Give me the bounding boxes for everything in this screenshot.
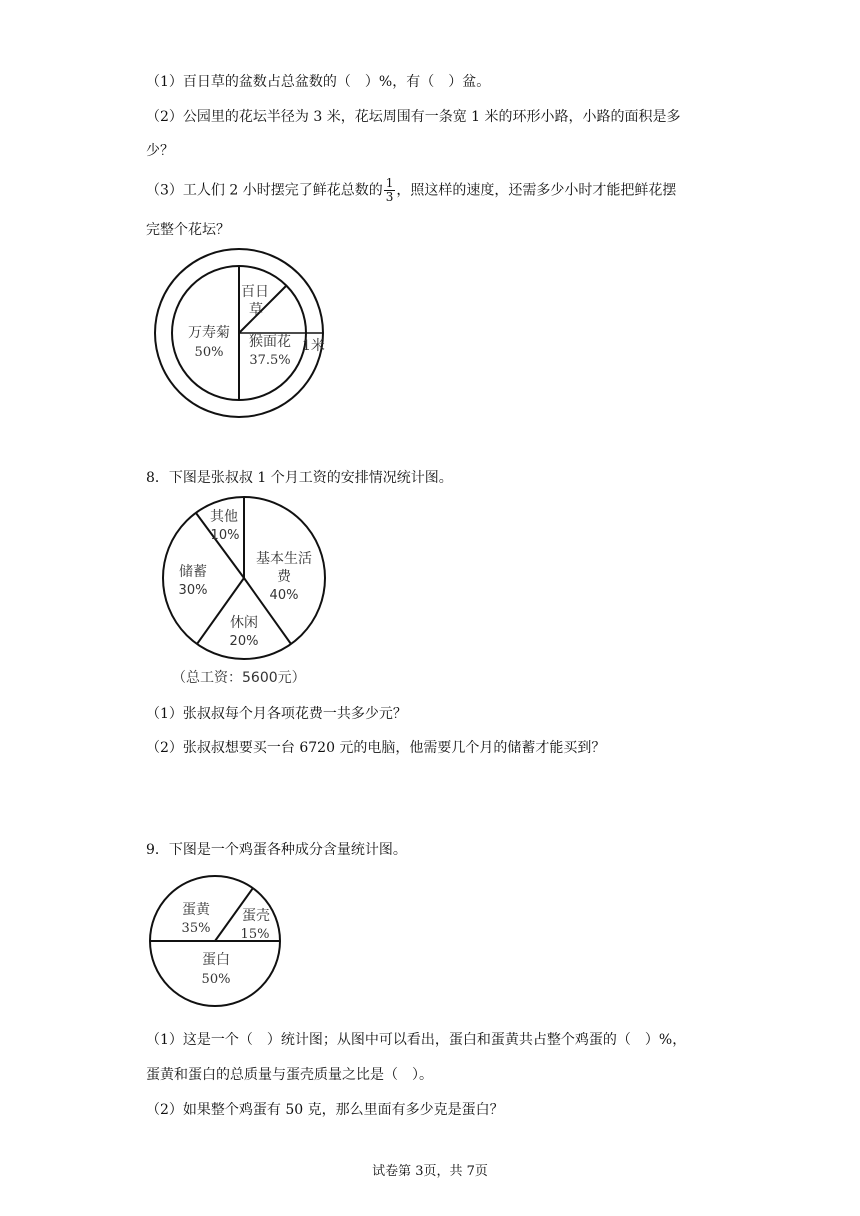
salary-label-other-pct: 10%: [210, 528, 240, 543]
q7-sub3-line2: 完整个花坛？: [146, 222, 230, 238]
label-baiRiCao-1: 百日: [241, 284, 269, 300]
label-baiRiCao-2: 草: [249, 302, 263, 318]
q9-sub1-line1: （1）这是一个（ ）统计图；从图中可以看出，蛋白和蛋黄共占整个鸡蛋的（ ）%，: [146, 1032, 687, 1048]
q8-sub2: （2）张叔叔想要买一台 6720 元的电脑，他需要几个月的储蓄才能买到？: [146, 740, 606, 756]
egg-label-shell-pct: 15%: [240, 927, 270, 942]
salary-label-other: 其他: [210, 509, 238, 525]
q7-sub2-line2: 少？: [146, 143, 174, 159]
q7-sub3-pre: （3）工人们 2 小时摆完了鲜花总数的: [146, 182, 383, 199]
salary-label-living-pct: 40%: [269, 588, 299, 603]
label-houMianHua-pct: 37.5%: [249, 353, 291, 368]
egg-label-white: 蛋白: [202, 952, 230, 968]
q9-sub2: （2）如果整个鸡蛋有 50 克，那么里面有多少克是蛋白？: [146, 1102, 504, 1118]
egg-label-white-pct: 50%: [201, 972, 231, 987]
page-footer: 试卷第 3页，共 7页: [372, 1164, 488, 1179]
label-wanShouJu-pct: 50%: [194, 345, 224, 360]
label-houMianHua: 猴面花: [249, 334, 291, 350]
q9-title: 9．下图是一个鸡蛋各种成分含量统计图。: [146, 842, 407, 858]
salary-label-leisure: 休闲: [230, 615, 258, 631]
egg-label-shell: 蛋壳: [242, 908, 270, 924]
label-wanShouJu: 万寿菊: [188, 325, 230, 341]
fraction-numerator: 1: [385, 176, 394, 190]
q7-sub2-line1: （2）公园里的花坛半径为 3 米，花坛周围有一条宽 1 米的环形小路，小路的面积是多: [146, 109, 681, 125]
salary-label-living: 基本生活: [256, 551, 312, 567]
q7-sub3-post: ，照这样的速度，还需多少小时才能把鲜花摆: [396, 182, 677, 199]
salary-label-leisure-pct: 20%: [229, 634, 259, 649]
q8-title: 8．下图是张叔叔 1 个月工资的安排情况统计图。: [146, 470, 453, 486]
q7-sub1: （1）百日草的盆数占总盆数的（ ）%，有（ ）盆。: [146, 74, 491, 90]
egg-label-yolk-pct: 35%: [181, 921, 211, 936]
salary-label-living-2: 费: [277, 569, 291, 585]
label-path-width: 1米: [302, 338, 325, 354]
egg-label-yolk: 蛋黄: [182, 902, 210, 918]
salary-label-savings: 储蓄: [179, 564, 207, 580]
salary-caption: （总工资：5600元）: [172, 670, 306, 686]
salary-label-savings-pct: 30%: [178, 583, 208, 598]
q8-sub1: （1）张叔叔每个月各项花费一共多少元？: [146, 706, 407, 722]
q9-sub1-line2: 蛋黄和蛋白的总质量与蛋壳质量之比是（ ）。: [146, 1067, 433, 1083]
fraction-denominator: 3: [385, 190, 394, 204]
